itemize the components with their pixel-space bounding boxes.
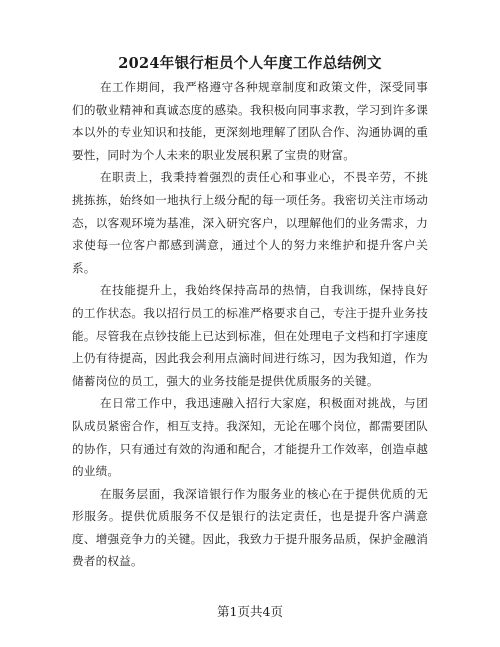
paragraph: 在工作期间，我严格遵守各种规章制度和政策文件，深受同事们的敬业精神和真诚态度的感染。我积极向同事求教，学习到许多课本以外的专业知识和技能，更深刻地理解了团队合作、沟通协调的重要性，同时为个人未来的职业发展积累了宝贵的财富。 — [72, 80, 428, 162]
document-body — [72, 76, 428, 573]
paragraph: 在职责上，我秉持着强烈的责任心和事业心，不畏辛劳，不挑挑拣拣，始终如一地执行上级分配的每一项任务。我密切关注市场动态，以客观环境为基准，深入研究客户，以理解他们的业务需求，力求使每一位客户都感到满意，通过个人的努力来维护和提升客户关系。 — [72, 170, 428, 275]
paragraph: 在日常工作中，我迅速融入招行大家庭，积极面对挑战，与团队成员紧密合作，相互支持。我深知，无论在哪个岗位，都需要团队的协作，只有通过有效的沟通和配合，才能提升工作效率，创造卓越的业绩。 — [72, 396, 428, 479]
paragraph: 在技能提升上，我始终保持高昂的热情，自我训练，保持良好的工作状态。我以招行员工的标准严格要求自己，专注于提升业务技能。尽管我在点钞技能上已达到标准，但在处理电子文档和打字速度上仍有待提高，因此我会利用点滴时间进行练习，因为我知道，作为储蓄岗位的员工，强大的业务技能是提供优质服务的关键。 — [72, 283, 428, 388]
document-title: 2024年银行柜员个人年度工作总结例文 — [118, 55, 382, 72]
paragraph: 在服务层面，我深谙银行作为服务业的核心在于提供优质的无形服务。提供优质服务不仅是银行的法定责任，也是提升客户满意度、增强竞争力的关键。因此，我致力于提升服务品质，保护金融消费者的权益。 — [72, 486, 428, 569]
page-footer: 第1页共4页 — [217, 604, 283, 619]
